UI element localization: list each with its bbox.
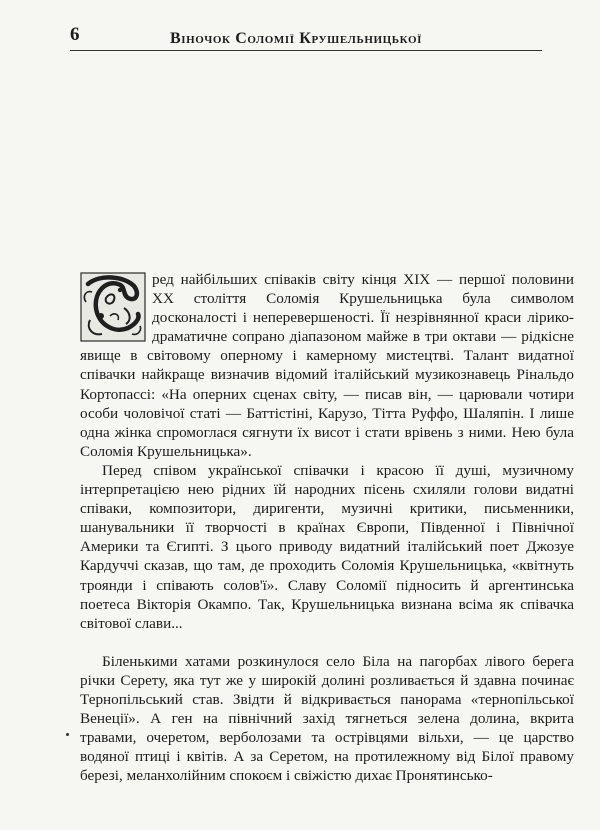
paragraph-2: Перед співом української співачки і красою її душі, музичному інтерпретацією нею рідних їй народних пісень схиляли голови видатні співаки, композитори, диригенти, музичні критики, письменники, шанувальники її творчості в країнах Європи, Південної і Північної Америки та Єгипті. З цього приводу видатний італійський поет Джозуе Кардуччі сказав, що там, де проходить Соломія Крушельницька, «квітнуть троянди і співають солов'ї». Славу Соломії підносить й аргентинська поетеса Вікторія Окампо. Так, Крушельницька визнана всіма як співачка світової слави... [80, 461, 574, 632]
header-rule [70, 50, 542, 51]
ornamental-dropcap-image [80, 272, 146, 342]
running-title: Віночок Соломії Крушельницької [170, 30, 422, 47]
page-header [70, 24, 542, 54]
body-text [80, 270, 574, 785]
paragraph-1-text: ред найбільших співаків світу кінця XIX — першої половини XX століття Соломія Крушельницька була символом досконалості і неперевершеності. Її незрівнянної краси лірико-драматичне сопрано діапазоном майже в три октави — рідкісне явище в світовому оперному і камерному мистецтві. Талант видатної співачки найкраще визначив відомий італійський музикознавець Рінальдо Кортопассі: «На оперних сценах світу, — писав він, — царювали чотири особи чоловічої статі — Баттістіні, Карузо, Тітта Руффо, Шаляпін. І лише одна жінка спромоглася сягнути їх висот і стати врівень з ними. Нею була Соломія Крушельницька». [80, 271, 574, 460]
ornamental-dropcap [80, 272, 146, 342]
paragraph-3: Біленькими хатами розкинулося село Біла на пагорбах лівого берега річки Серету, яка тут же у широкій долині розливається й здавна починає Тернопільський став. Звідти й відкривається панорама «тернопільської Венеції». А ген на північний захід тягнеться зелена долина, вкрита травами, очеретом, верболозами та острівцями вільхи, — це царство водяної птиці і квітів. А за Серетом, на протилежному від Білої правому березі, меланхолійним спокоєм і свіжістю дихає Пронятинсько- [80, 652, 574, 785]
page-number: 6 [70, 24, 80, 45]
paragraph-1 [80, 270, 574, 461]
margin-dot [66, 733, 69, 736]
